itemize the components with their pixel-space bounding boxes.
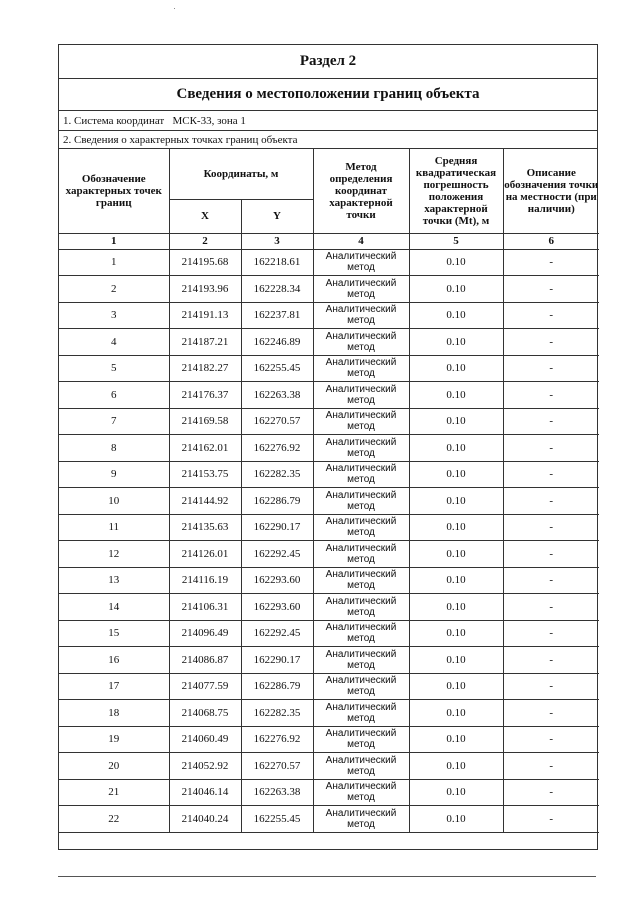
description-cell: - <box>503 647 599 674</box>
table-row <box>59 700 599 727</box>
method-cell: Аналитический метод <box>313 514 409 541</box>
error-cell: 0.10 <box>409 567 503 594</box>
error-cell: 0.10 <box>409 647 503 674</box>
col-header-designation: Обозначение характерных точек границ <box>59 149 169 233</box>
x-coordinate-cell: 214046.14 <box>169 779 241 806</box>
y-coordinate-cell: 162237.81 <box>241 302 313 329</box>
y-coordinate-cell: 162286.79 <box>241 673 313 700</box>
y-coordinate-cell: 162286.79 <box>241 488 313 515</box>
y-coordinate-cell: 162276.92 <box>241 435 313 462</box>
error-cell: 0.10 <box>409 673 503 700</box>
point-number-cell: 14 <box>59 594 169 621</box>
method-cell: Аналитический метод <box>313 541 409 568</box>
x-coordinate-cell: 214068.75 <box>169 700 241 727</box>
point-number-cell: 4 <box>59 329 169 356</box>
y-coordinate-cell: 162270.57 <box>241 408 313 435</box>
table-row <box>59 541 599 568</box>
method-cell: Аналитический метод <box>313 329 409 356</box>
description-cell: - <box>503 673 599 700</box>
error-cell: 0.10 <box>409 806 503 833</box>
point-number-cell: 15 <box>59 620 169 647</box>
table-row <box>59 647 599 674</box>
description-cell: - <box>503 806 599 833</box>
footer-rule <box>58 876 596 877</box>
column-number: 6 <box>503 233 599 249</box>
table-row <box>59 329 599 356</box>
y-coordinate-cell: 162282.35 <box>241 461 313 488</box>
description-cell: - <box>503 488 599 515</box>
error-cell: 0.10 <box>409 594 503 621</box>
error-cell: 0.10 <box>409 435 503 462</box>
method-cell: Аналитический метод <box>313 620 409 647</box>
table-row <box>59 488 599 515</box>
error-cell: 0.10 <box>409 779 503 806</box>
x-coordinate-cell: 214176.37 <box>169 382 241 409</box>
point-number-cell: 8 <box>59 435 169 462</box>
description-cell: - <box>503 753 599 780</box>
table-row <box>59 355 599 382</box>
error-cell: 0.10 <box>409 382 503 409</box>
description-cell: - <box>503 461 599 488</box>
table-row <box>59 779 599 806</box>
y-coordinate-cell: 162290.17 <box>241 647 313 674</box>
x-coordinate-cell: 214193.96 <box>169 276 241 303</box>
method-cell: Аналитический метод <box>313 382 409 409</box>
x-coordinate-cell: 214187.21 <box>169 329 241 356</box>
scan-speck <box>174 8 175 9</box>
error-cell: 0.10 <box>409 408 503 435</box>
method-cell: Аналитический метод <box>313 276 409 303</box>
error-cell: 0.10 <box>409 514 503 541</box>
table-row <box>59 726 599 753</box>
y-coordinate-cell: 162218.61 <box>241 249 313 276</box>
point-number-cell: 1 <box>59 249 169 276</box>
point-number-cell: 9 <box>59 461 169 488</box>
point-number-cell: 3 <box>59 302 169 329</box>
x-coordinate-cell: 214077.59 <box>169 673 241 700</box>
error-cell: 0.10 <box>409 249 503 276</box>
x-coordinate-cell: 214116.19 <box>169 567 241 594</box>
error-cell: 0.10 <box>409 355 503 382</box>
method-cell: Аналитический метод <box>313 302 409 329</box>
description-cell: - <box>503 514 599 541</box>
section-heading: Сведения о местоположении границ объекта <box>59 79 597 111</box>
x-coordinate-cell: 214106.31 <box>169 594 241 621</box>
method-cell: Аналитический метод <box>313 806 409 833</box>
y-coordinate-cell: 162290.17 <box>241 514 313 541</box>
method-cell: Аналитический метод <box>313 779 409 806</box>
method-cell: Аналитический метод <box>313 700 409 727</box>
table-row <box>59 620 599 647</box>
point-number-cell: 17 <box>59 673 169 700</box>
column-number: 1 <box>59 233 169 249</box>
error-cell: 0.10 <box>409 276 503 303</box>
point-number-cell: 16 <box>59 647 169 674</box>
y-coordinate-cell: 162228.34 <box>241 276 313 303</box>
y-coordinate-cell: 162263.38 <box>241 382 313 409</box>
point-number-cell: 18 <box>59 700 169 727</box>
column-number: 2 <box>169 233 241 249</box>
x-coordinate-cell: 214169.58 <box>169 408 241 435</box>
x-coordinate-cell: 214195.68 <box>169 249 241 276</box>
description-cell: - <box>503 726 599 753</box>
method-cell: Аналитический метод <box>313 355 409 382</box>
col-header-error: Средняя квадратическая погрешность положения характерной точки (Mt), м <box>409 149 503 233</box>
method-cell: Аналитический метод <box>313 408 409 435</box>
method-cell: Аналитический метод <box>313 647 409 674</box>
table-row <box>59 461 599 488</box>
table-row <box>59 806 599 833</box>
point-number-cell: 7 <box>59 408 169 435</box>
error-cell: 0.10 <box>409 329 503 356</box>
col-header-y: Y <box>241 199 313 233</box>
method-cell: Аналитический метод <box>313 726 409 753</box>
table-row <box>59 276 599 303</box>
point-number-cell: 21 <box>59 779 169 806</box>
y-coordinate-cell: 162263.38 <box>241 779 313 806</box>
x-coordinate-cell: 214162.01 <box>169 435 241 462</box>
y-coordinate-cell: 162293.60 <box>241 594 313 621</box>
table-row <box>59 408 599 435</box>
x-coordinate-cell: 214144.92 <box>169 488 241 515</box>
x-coordinate-cell: 214052.92 <box>169 753 241 780</box>
description-cell: - <box>503 435 599 462</box>
description-cell: - <box>503 700 599 727</box>
table-row <box>59 673 599 700</box>
point-number-cell: 11 <box>59 514 169 541</box>
table-row <box>59 382 599 409</box>
coordinate-system-line: 1. Система координат МСК-33, зона 1 <box>59 111 597 131</box>
col-header-method: Метод определения координат характерной точки <box>313 149 409 233</box>
column-number-row <box>59 233 599 249</box>
error-cell: 0.10 <box>409 541 503 568</box>
column-number: 5 <box>409 233 503 249</box>
x-coordinate-cell: 214060.49 <box>169 726 241 753</box>
point-number-cell: 10 <box>59 488 169 515</box>
description-cell: - <box>503 355 599 382</box>
method-cell: Аналитический метод <box>313 753 409 780</box>
x-coordinate-cell: 214040.24 <box>169 806 241 833</box>
x-coordinate-cell: 214182.27 <box>169 355 241 382</box>
table-body <box>59 249 599 832</box>
column-number: 3 <box>241 233 313 249</box>
method-cell: Аналитический метод <box>313 435 409 462</box>
description-cell: - <box>503 382 599 409</box>
x-coordinate-cell: 214191.13 <box>169 302 241 329</box>
table-row <box>59 594 599 621</box>
point-number-cell: 19 <box>59 726 169 753</box>
points-info-line: 2. Сведения о характерных точках границ объекта <box>59 131 597 149</box>
method-cell: Аналитический метод <box>313 594 409 621</box>
point-number-cell: 2 <box>59 276 169 303</box>
error-cell: 0.10 <box>409 302 503 329</box>
section-title: Раздел 2 <box>59 45 597 79</box>
error-cell: 0.10 <box>409 461 503 488</box>
y-coordinate-cell: 162292.45 <box>241 541 313 568</box>
method-cell: Аналитический метод <box>313 567 409 594</box>
table-row <box>59 753 599 780</box>
point-number-cell: 20 <box>59 753 169 780</box>
x-coordinate-cell: 214153.75 <box>169 461 241 488</box>
x-coordinate-cell: 214096.49 <box>169 620 241 647</box>
table-row <box>59 302 599 329</box>
y-coordinate-cell: 162292.45 <box>241 620 313 647</box>
method-cell: Аналитический метод <box>313 461 409 488</box>
description-cell: - <box>503 249 599 276</box>
error-cell: 0.10 <box>409 488 503 515</box>
error-cell: 0.10 <box>409 620 503 647</box>
description-cell: - <box>503 276 599 303</box>
method-cell: Аналитический метод <box>313 673 409 700</box>
y-coordinate-cell: 162282.35 <box>241 700 313 727</box>
method-cell: Аналитический метод <box>313 249 409 276</box>
error-cell: 0.10 <box>409 753 503 780</box>
description-cell: - <box>503 620 599 647</box>
x-coordinate-cell: 214086.87 <box>169 647 241 674</box>
boundary-points-table <box>59 149 599 833</box>
table-row <box>59 435 599 462</box>
x-coordinate-cell: 214135.63 <box>169 514 241 541</box>
column-number: 4 <box>313 233 409 249</box>
y-coordinate-cell: 162246.89 <box>241 329 313 356</box>
error-cell: 0.10 <box>409 726 503 753</box>
document-frame <box>58 44 598 850</box>
table-row <box>59 249 599 276</box>
point-number-cell: 12 <box>59 541 169 568</box>
description-cell: - <box>503 302 599 329</box>
y-coordinate-cell: 162255.45 <box>241 355 313 382</box>
point-number-cell: 22 <box>59 806 169 833</box>
table-row <box>59 514 599 541</box>
x-coordinate-cell: 214126.01 <box>169 541 241 568</box>
description-cell: - <box>503 329 599 356</box>
table-row <box>59 567 599 594</box>
description-cell: - <box>503 779 599 806</box>
col-header-x: X <box>169 199 241 233</box>
y-coordinate-cell: 162255.45 <box>241 806 313 833</box>
error-cell: 0.10 <box>409 700 503 727</box>
description-cell: - <box>503 567 599 594</box>
point-number-cell: 13 <box>59 567 169 594</box>
description-cell: - <box>503 594 599 621</box>
y-coordinate-cell: 162276.92 <box>241 726 313 753</box>
col-header-description: Описание обозначения точки на местности (при наличии) <box>503 149 599 233</box>
description-cell: - <box>503 541 599 568</box>
col-header-coordinates: Координаты, м <box>169 149 313 199</box>
description-cell: - <box>503 408 599 435</box>
point-number-cell: 6 <box>59 382 169 409</box>
y-coordinate-cell: 162270.57 <box>241 753 313 780</box>
y-coordinate-cell: 162293.60 <box>241 567 313 594</box>
method-cell: Аналитический метод <box>313 488 409 515</box>
point-number-cell: 5 <box>59 355 169 382</box>
